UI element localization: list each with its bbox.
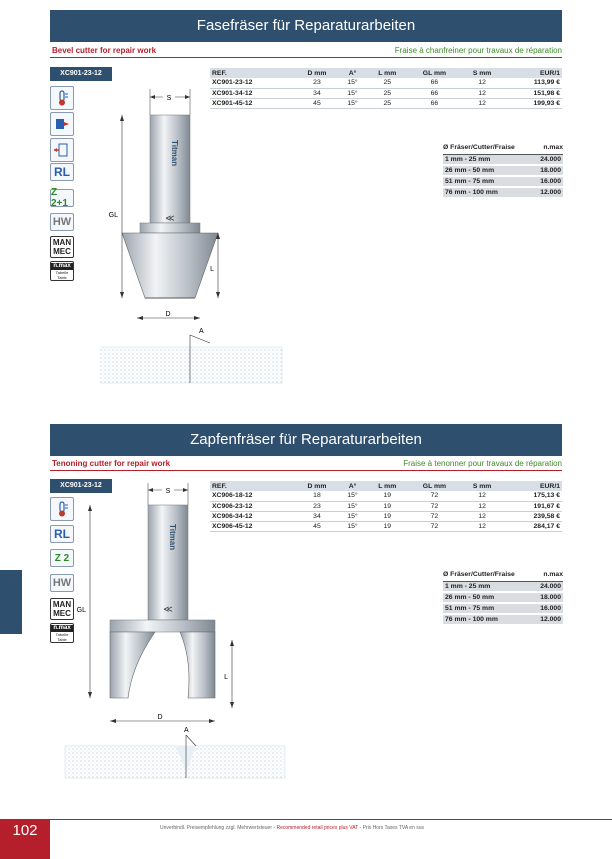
speed-row [443, 592, 563, 603]
cell-a: 15° [339, 88, 366, 98]
rotation-rl-icon: RL [50, 525, 74, 543]
nmax-sub1: Tabelle [55, 269, 69, 275]
cell-a: 15° [339, 78, 366, 88]
cell-gl: 66 [408, 88, 460, 98]
col-s: S mm [461, 481, 504, 491]
speed-range: 1 mm - 25 mm [443, 154, 532, 165]
speed-row [443, 187, 563, 198]
dim-s-label: S [165, 488, 171, 495]
cell-l: 25 [366, 88, 408, 98]
cell-ref: XC906-18-12 [210, 491, 295, 501]
cell-gl: 72 [408, 511, 460, 521]
speed-col-diameter: Ø Fräser/Cutter/Fraise [443, 142, 532, 154]
col-l: L mm [366, 68, 408, 78]
footer-note-de: Unverbindl. Preisempfehlung zzgl. Mehrwertsteuer [160, 825, 272, 831]
cell-gl: 72 [408, 521, 460, 531]
col-gl: GL mm [408, 481, 460, 491]
section-2-speed-table [443, 569, 563, 626]
cell-d: 34 [295, 511, 339, 521]
man-label: MAN [52, 600, 72, 609]
dim-s-label: S [166, 95, 172, 102]
cell-ref: XC906-45-12 [210, 521, 295, 531]
cell-ref: XC901-34-12 [210, 88, 295, 98]
table-row [210, 88, 562, 98]
cell-ref: XC906-23-12 [210, 501, 295, 511]
section-2-code: XC901-23-12 [50, 479, 112, 493]
section-2-title: Zapfenfräser für Reparaturarbeiten [50, 424, 562, 456]
speed-value: 12.000 [532, 187, 563, 198]
cell-price: 284,17 € [504, 521, 562, 531]
section-1-subtitle-fr: Fraise à chanfreiner pour travaux de réparation [394, 46, 562, 55]
col-price: EUR/1 [504, 68, 562, 78]
col-ref: REF. [210, 68, 295, 78]
speed-row [443, 614, 563, 625]
teeth-count-icon: Z 2 [50, 549, 74, 567]
cell-ref: XC906-34-12 [210, 511, 295, 521]
table-header-row [210, 68, 562, 78]
speed-value: 18.000 [532, 165, 563, 176]
cell-l: 25 [366, 78, 408, 88]
section-1-speed-table [443, 142, 563, 199]
dim-gl-label: GL [76, 607, 86, 614]
col-gl: GL mm [408, 68, 460, 78]
speed-row [443, 165, 563, 176]
cell-gl: 72 [408, 501, 460, 511]
footer-rule [0, 819, 612, 820]
dim-gl-label: GL [108, 212, 118, 219]
speed-row [443, 581, 563, 592]
chapter-side-tab [0, 570, 22, 634]
cell-gl: 66 [408, 78, 460, 88]
hw-material-icon: HW [50, 574, 74, 592]
nmax-label: n.max [53, 624, 71, 631]
cell-s: 12 [461, 491, 504, 501]
cell-ref: XC901-23-12 [210, 78, 295, 88]
section-2-subtitle [50, 458, 562, 471]
table-row [210, 491, 562, 501]
speed-range: 26 mm - 50 mm [443, 165, 532, 176]
speed-header-row [443, 569, 563, 581]
speed-row [443, 176, 563, 187]
cell-a: 15° [339, 491, 366, 501]
man-mec-icon [50, 236, 74, 258]
table-header-row [210, 481, 562, 491]
cell-s: 12 [461, 501, 504, 511]
col-d: D mm [295, 68, 339, 78]
table-row [210, 98, 562, 108]
cell-s: 12 [461, 78, 504, 88]
section-1-subtitle [50, 45, 562, 58]
footer-separator: - [272, 825, 277, 831]
section-1-title: Fasefräser für Reparaturarbeiten [50, 10, 562, 42]
speed-value: 16.000 [532, 176, 563, 187]
cell-price: 151,98 € [504, 88, 562, 98]
section-2-subtitle-en: Tenoning cutter for repair work [52, 459, 171, 468]
mec-label: MEC [53, 609, 71, 618]
cell-l: 19 [366, 511, 408, 521]
bevel-cutter-drawing [100, 85, 290, 385]
mec-label: MEC [53, 247, 71, 256]
section-1-product-table [210, 68, 562, 109]
col-a: A° [339, 481, 366, 491]
dim-d-label: D [157, 714, 163, 721]
nmax-sub1: Tabelle [55, 631, 69, 637]
rotation-rl-icon: RL [50, 163, 74, 181]
cell-price: 199,93 € [504, 98, 562, 108]
col-price: EUR/1 [504, 481, 562, 491]
speed-range: 26 mm - 50 mm [443, 592, 532, 603]
section-1-code: XC901-23-12 [50, 67, 112, 81]
nmax-icon [50, 261, 74, 281]
cell-l: 19 [366, 521, 408, 531]
svg-text:≪: ≪ [163, 604, 173, 614]
cell-a: 15° [339, 501, 366, 511]
speed-col-nmax: n.max [532, 569, 563, 581]
speed-range: 76 mm - 100 mm [443, 187, 532, 198]
cell-s: 12 [461, 98, 504, 108]
man-label: MAN [52, 238, 72, 247]
cell-s: 12 [461, 511, 504, 521]
table-row [210, 501, 562, 511]
speed-col-nmax: n.max [532, 142, 563, 154]
footer-note-fr: Prix Hors Taxes TVA en sus [362, 825, 425, 831]
cell-gl: 72 [408, 491, 460, 501]
col-a: A° [339, 68, 366, 78]
table-row [210, 511, 562, 521]
cell-price: 239,58 € [504, 511, 562, 521]
svg-text:≪: ≪ [165, 213, 175, 223]
cell-l: 19 [366, 501, 408, 511]
speed-col-diameter: Ø Fräser/Cutter/Fraise [443, 569, 532, 581]
speed-range: 1 mm - 25 mm [443, 581, 532, 592]
speed-value: 16.000 [532, 603, 563, 614]
dim-l-label: L [210, 266, 214, 273]
col-d: D mm [295, 481, 339, 491]
page-number: 102 [0, 820, 50, 859]
cell-a: 15° [339, 511, 366, 521]
teeth-count-icon: Z 2+1 [50, 189, 74, 207]
nmax-sub2: Table [57, 636, 67, 642]
dim-a-label: A [199, 328, 204, 335]
footer-note-en: Recommended retail prices plus VAT [276, 825, 359, 831]
table-row [210, 521, 562, 531]
cell-d: 23 [295, 78, 339, 88]
cell-d: 45 [295, 521, 339, 531]
thermometer-icon [50, 86, 74, 110]
spindle-icon [50, 112, 74, 136]
cell-a: 15° [339, 521, 366, 531]
cell-price: 113,99 € [504, 78, 562, 88]
cell-gl: 66 [408, 98, 460, 108]
dim-d-label: D [165, 311, 171, 318]
footer-note [160, 825, 424, 831]
cell-s: 12 [461, 521, 504, 531]
cell-ref: XC901-45-12 [210, 98, 295, 108]
section-2-subtitle-fr: Fraise à tenonner pour travaux de réparation [403, 459, 562, 468]
speed-row [443, 603, 563, 614]
cell-l: 25 [366, 98, 408, 108]
speed-value: 18.000 [532, 592, 563, 603]
brand-mark: Titman [168, 524, 177, 551]
section-1-subtitle-en: Bevel cutter for repair work [52, 46, 157, 55]
speed-value: 12.000 [532, 614, 563, 625]
table-row [210, 78, 562, 88]
cell-l: 19 [366, 491, 408, 501]
col-s: S mm [461, 68, 504, 78]
cell-a: 15° [339, 98, 366, 108]
nmax-sub2: Table [57, 274, 67, 280]
speed-value: 24.000 [532, 581, 563, 592]
cell-d: 23 [295, 501, 339, 511]
dim-a-label: A [184, 727, 189, 734]
speed-range: 76 mm - 100 mm [443, 614, 532, 625]
dim-l-label: L [224, 674, 228, 681]
footer-separator: - [358, 825, 363, 831]
cell-price: 175,13 € [504, 491, 562, 501]
section-2-product-table [210, 481, 562, 532]
speed-header-row [443, 142, 563, 154]
nmax-label: n.max [53, 262, 71, 269]
col-l: L mm [366, 481, 408, 491]
cell-d: 18 [295, 491, 339, 501]
cell-price: 191,67 € [504, 501, 562, 511]
cell-s: 12 [461, 88, 504, 98]
speed-range: 51 mm - 75 mm [443, 603, 532, 614]
cell-d: 45 [295, 98, 339, 108]
arrows-icon [50, 138, 74, 162]
speed-range: 51 mm - 75 mm [443, 176, 532, 187]
speed-value: 24.000 [532, 154, 563, 165]
speed-row [443, 154, 563, 165]
cell-d: 34 [295, 88, 339, 98]
brand-mark: Titman [170, 140, 179, 167]
col-ref: REF. [210, 481, 295, 491]
hw-material-icon: HW [50, 213, 74, 231]
